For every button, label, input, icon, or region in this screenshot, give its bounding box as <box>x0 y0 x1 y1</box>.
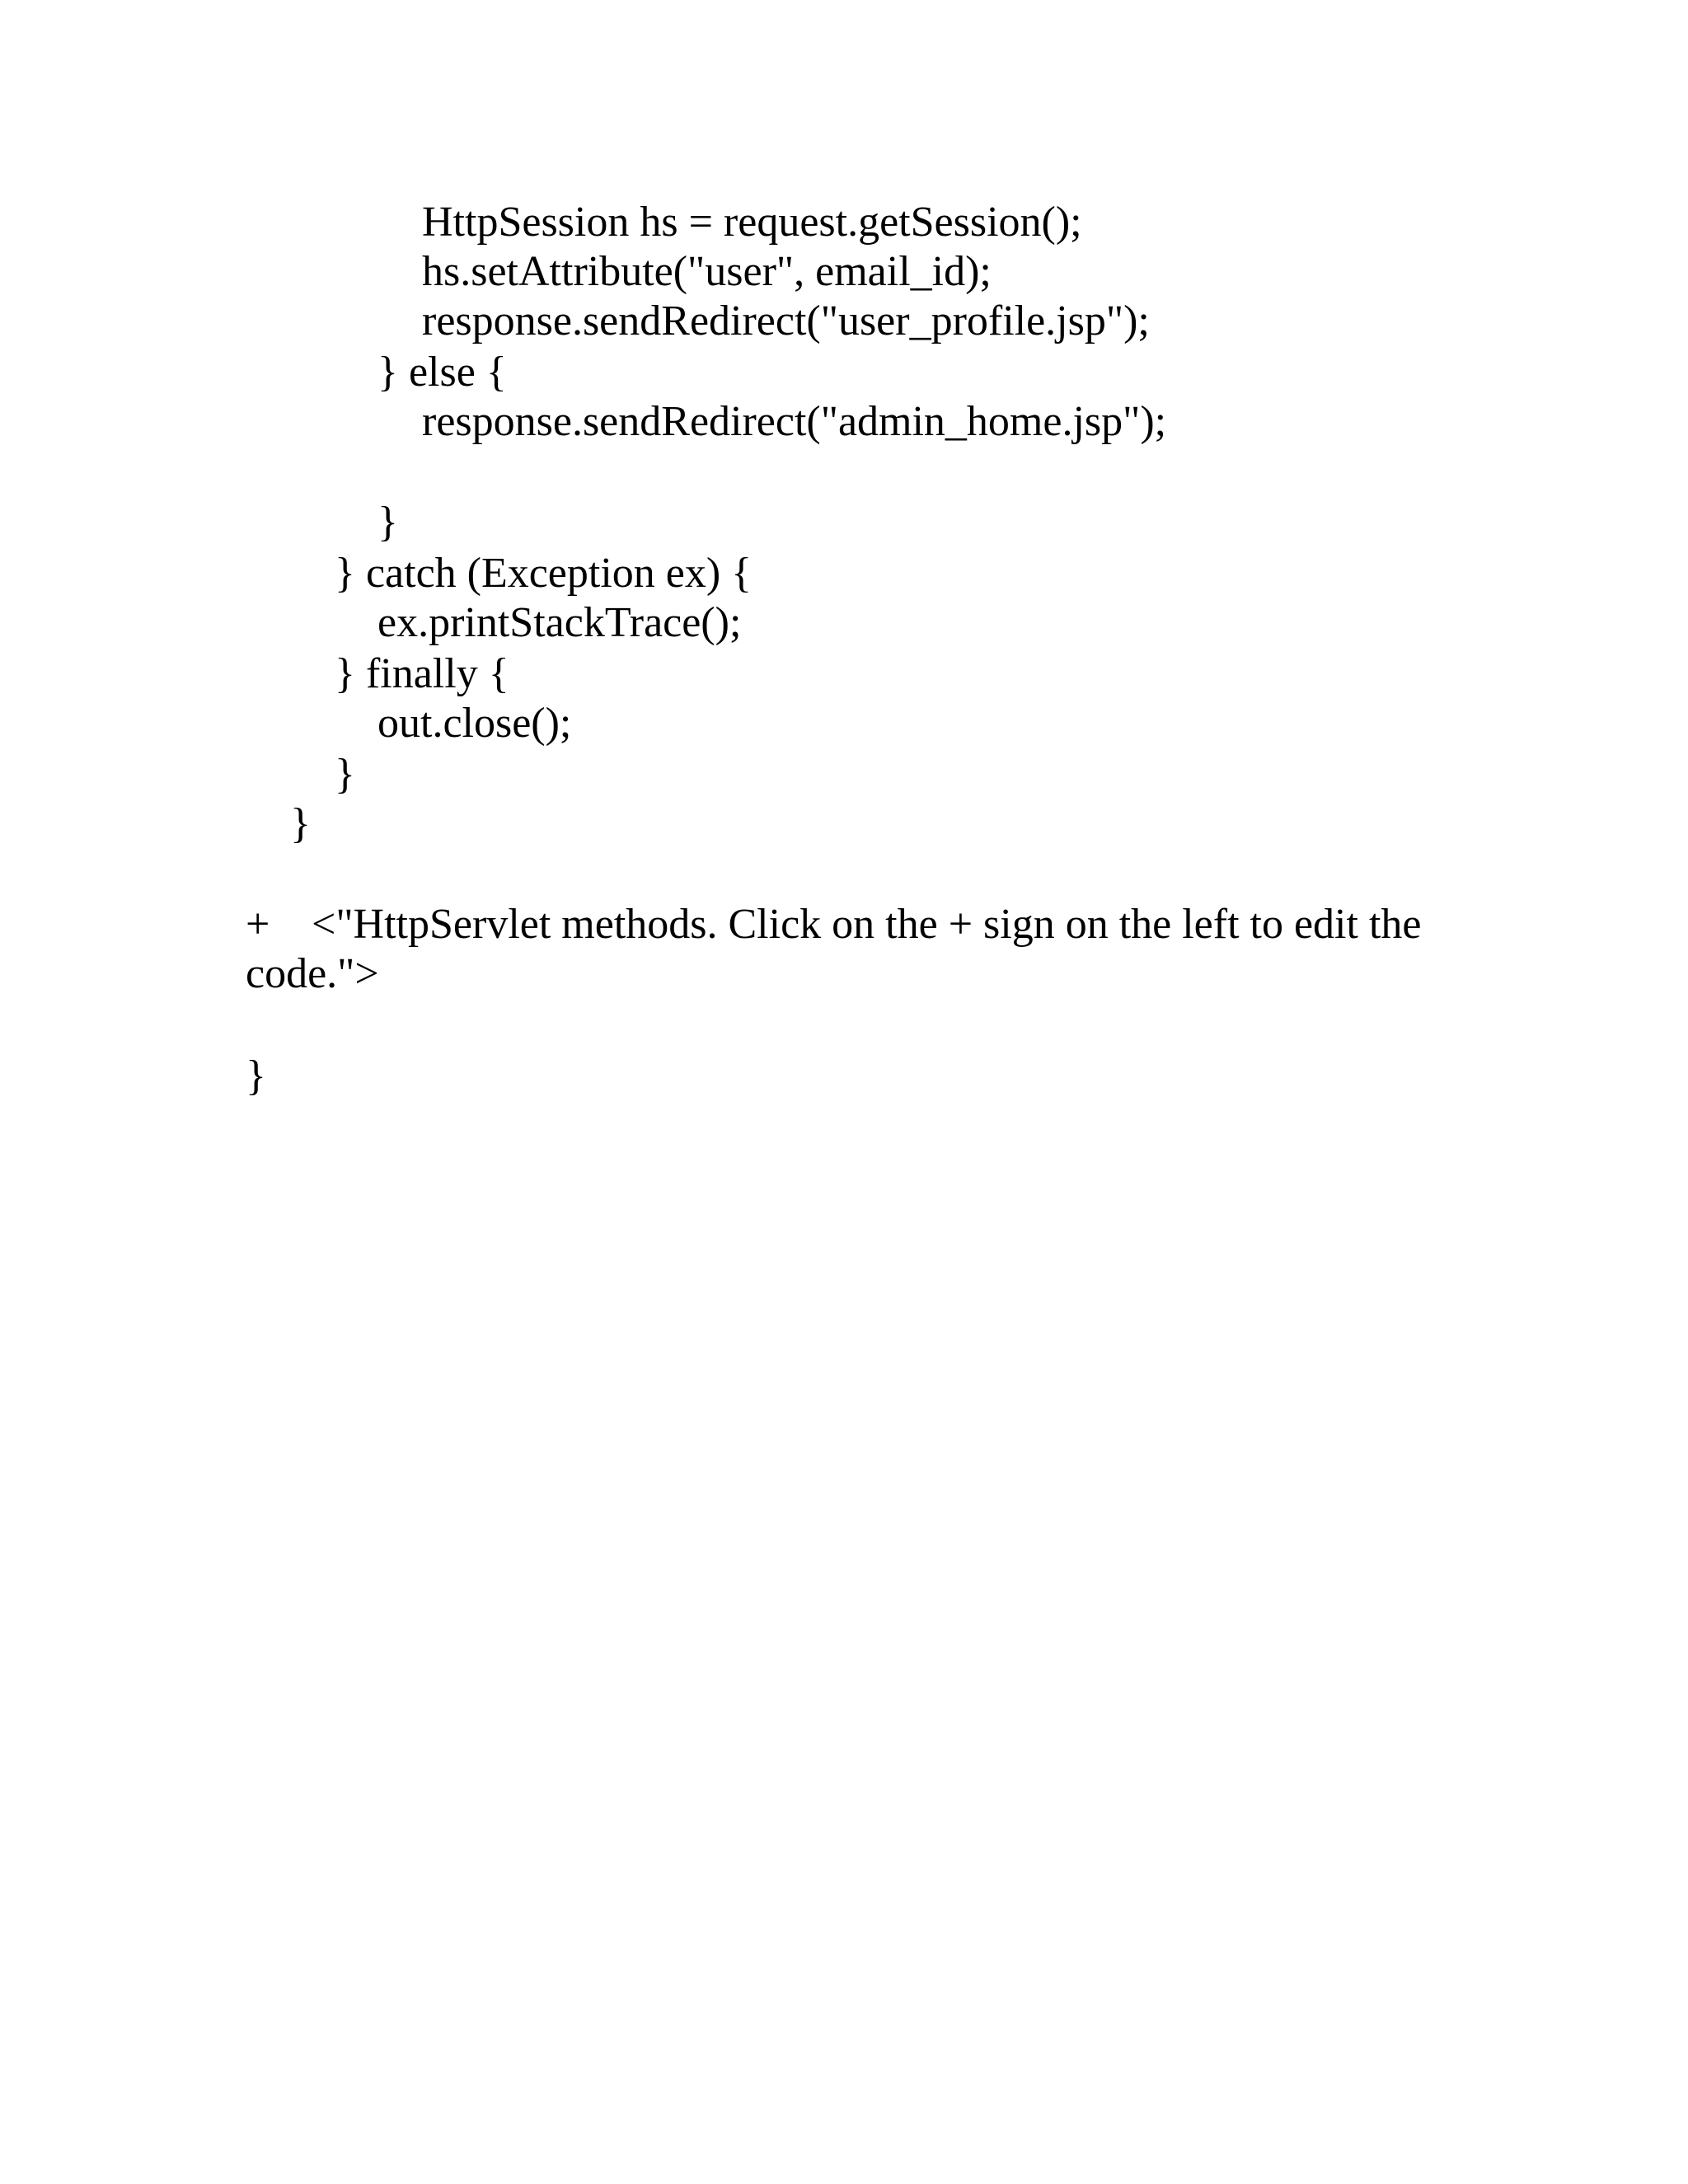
code-line-12: } <box>290 800 311 847</box>
code-line-11: } <box>335 751 355 798</box>
code-line-7: } catch (Exception ex) { <box>335 550 753 597</box>
fold-text-line-2: code."> <box>246 950 379 997</box>
code-line-3: response.sendRedirect("user_profile.jsp"); <box>422 298 1150 344</box>
code-line-8: ex.printStackTrace(); <box>377 599 742 646</box>
code-line-1: HttpSession hs = request.getSession(); <box>422 199 1082 246</box>
code-line-5: response.sendRedirect("admin_home.jsp"); <box>422 398 1167 445</box>
fold-text-line-1: <"HttpServlet methods. Click on the + sign on the left to edit the <box>312 901 1422 948</box>
closing-brace: } <box>246 1052 266 1099</box>
code-line-6: } <box>377 499 398 546</box>
code-line-2: hs.setAttribute("user", email_id); <box>422 248 992 295</box>
code-line-4: } else { <box>377 349 507 396</box>
code-line-9: } finally { <box>335 650 509 697</box>
code-line-10: out.close(); <box>377 700 572 747</box>
fold-marker[interactable]: + <box>246 901 270 948</box>
